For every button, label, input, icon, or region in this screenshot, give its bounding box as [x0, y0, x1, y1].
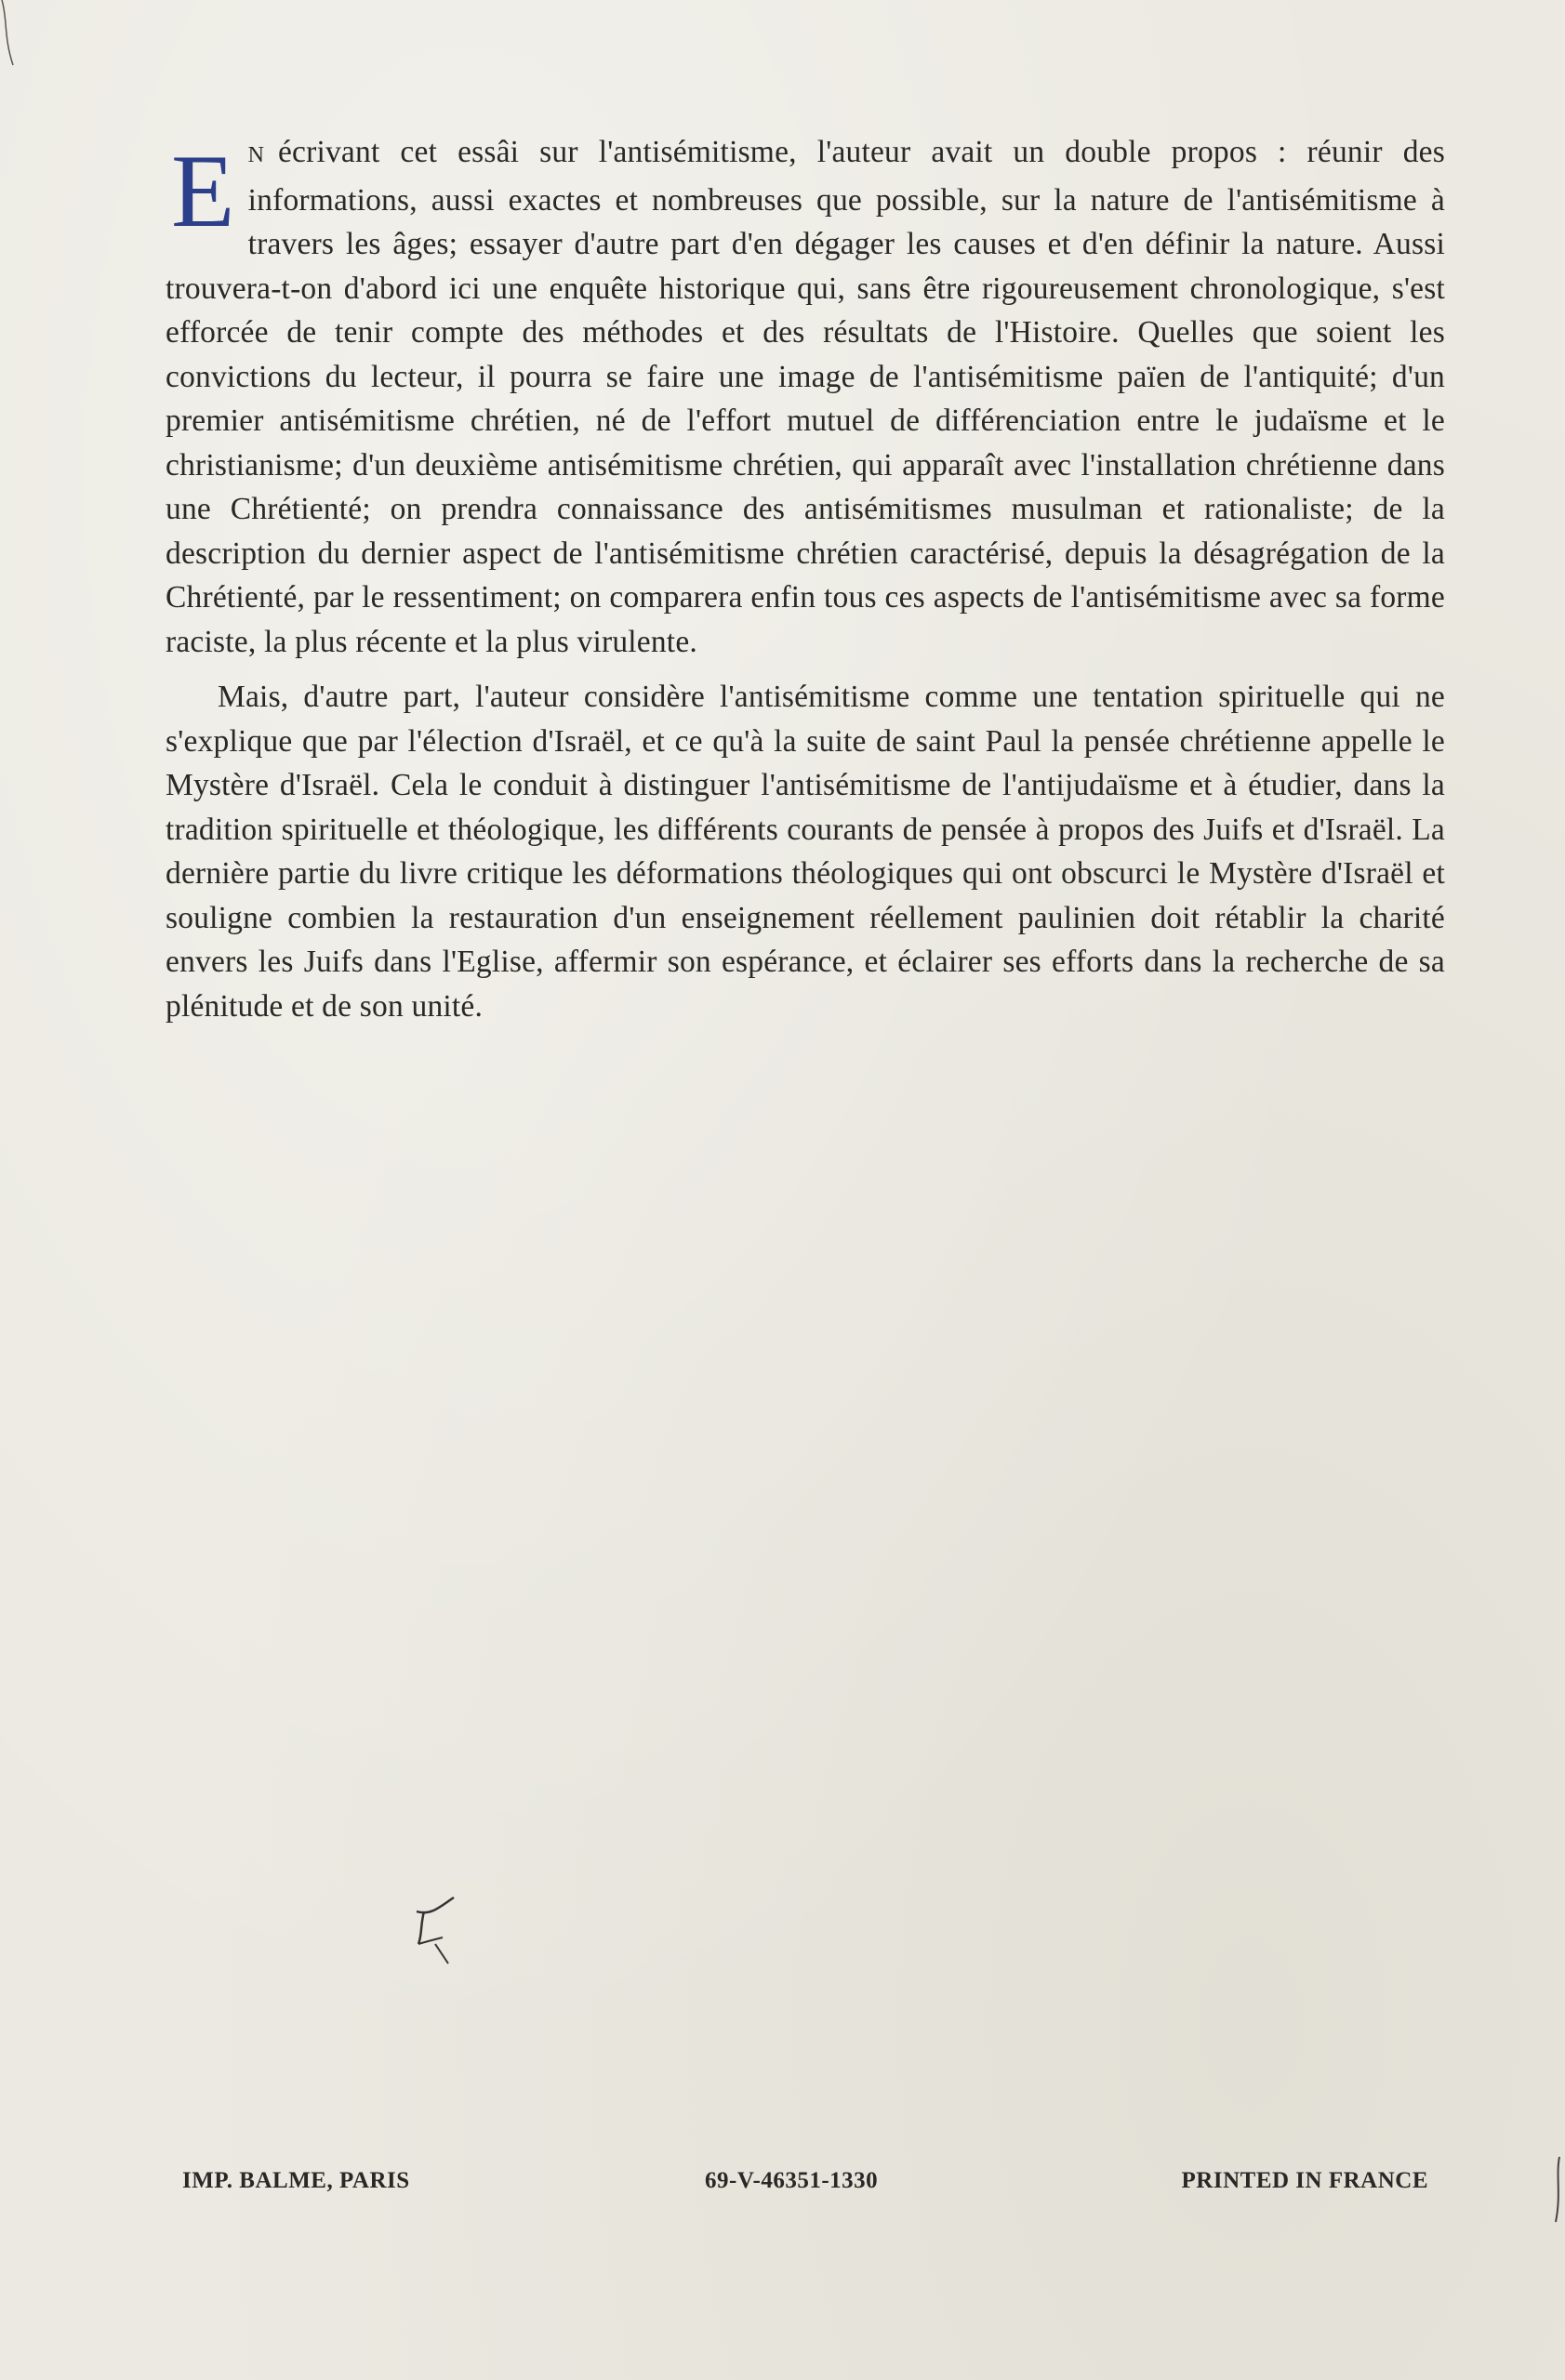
imprint-footer	[182, 2168, 1428, 2205]
page-edge-mark	[1537, 2148, 1565, 2241]
blurb-text	[166, 130, 1445, 1028]
paragraph-1-text: écrivant cet essâi sur l'antisémitisme, l'auteur avait un double propos : réunir des informations, aussi exactes et nombreuses que possible, sur la nature de l'antisémitisme à travers les âges; essayer d'autre part d'en dégager les causes et d'en définir la nature. Aussi trouvera-t-on d'abord ici une enquête historique qui, sans être rigoureusement chronologique, s'est efforcée de tenir compte des méthodes et des résultats de l'Histoire. Quelles que soient les convictions du lecteur, il pourra se faire une image de l'antisémitisme païen de l'antiquité; d'un premier antisémitisme chrétien, né de l'effort mutuel de différenciation entre le judaïsme et le christianisme; d'un deuxième antisémitisme chrétien, qui apparaît avec l'installation chrétienne dans une Chrétienté; on prendra connaissance des antisémitismes musulman et rationaliste; de la description du dernier aspect de l'antisémitisme chrétien caractérisé, depuis la désagrégation de la Chrétienté, par le ressentiment; on comparera enfin tous ces aspects de l'antisémitisme avec sa forme raciste, la plus récente et la plus virulente.	[166, 135, 1445, 659]
drop-cap-small-caps: N	[247, 143, 265, 167]
printer-name: IMP. BALME, PARIS	[182, 2168, 410, 2193]
paragraph-1	[166, 130, 1445, 664]
printed-in-label: PRINTED IN FRANCE	[1181, 2168, 1428, 2193]
paragraph-2: Mais, d'autre part, l'auteur considère l'antisémitisme comme une tentation spirituelle qui ne s'explique que par l'élection d'Israël, et ce qu'à la suite de saint Paul la pensée chrétienne appelle le Mystère d'Israël. Cela le conduit à distinguer l'antisémitisme de l'antijudaïsme et à étudier, dans la tradition spirituelle et théologique, les différents courants de pensée à propos des Juifs et d'Israël. La dernière partie du livre critique les déformations théologiques qui ont obscurci le Mystère d'Israël et souligne combien la restauration d'un enseignement réellement paulinien doit rétablir la charité envers les Juifs dans l'Eglise, affermir son espérance, et éclairer ses efforts dans la recherche de sa plénitude et de son unité.	[166, 680, 1445, 1024]
page-edge-scratch	[0, 0, 37, 74]
pencil-mark	[407, 1893, 472, 1967]
drop-cap: E	[171, 134, 235, 249]
print-code: 69-V-46351-1330	[705, 2168, 879, 2193]
